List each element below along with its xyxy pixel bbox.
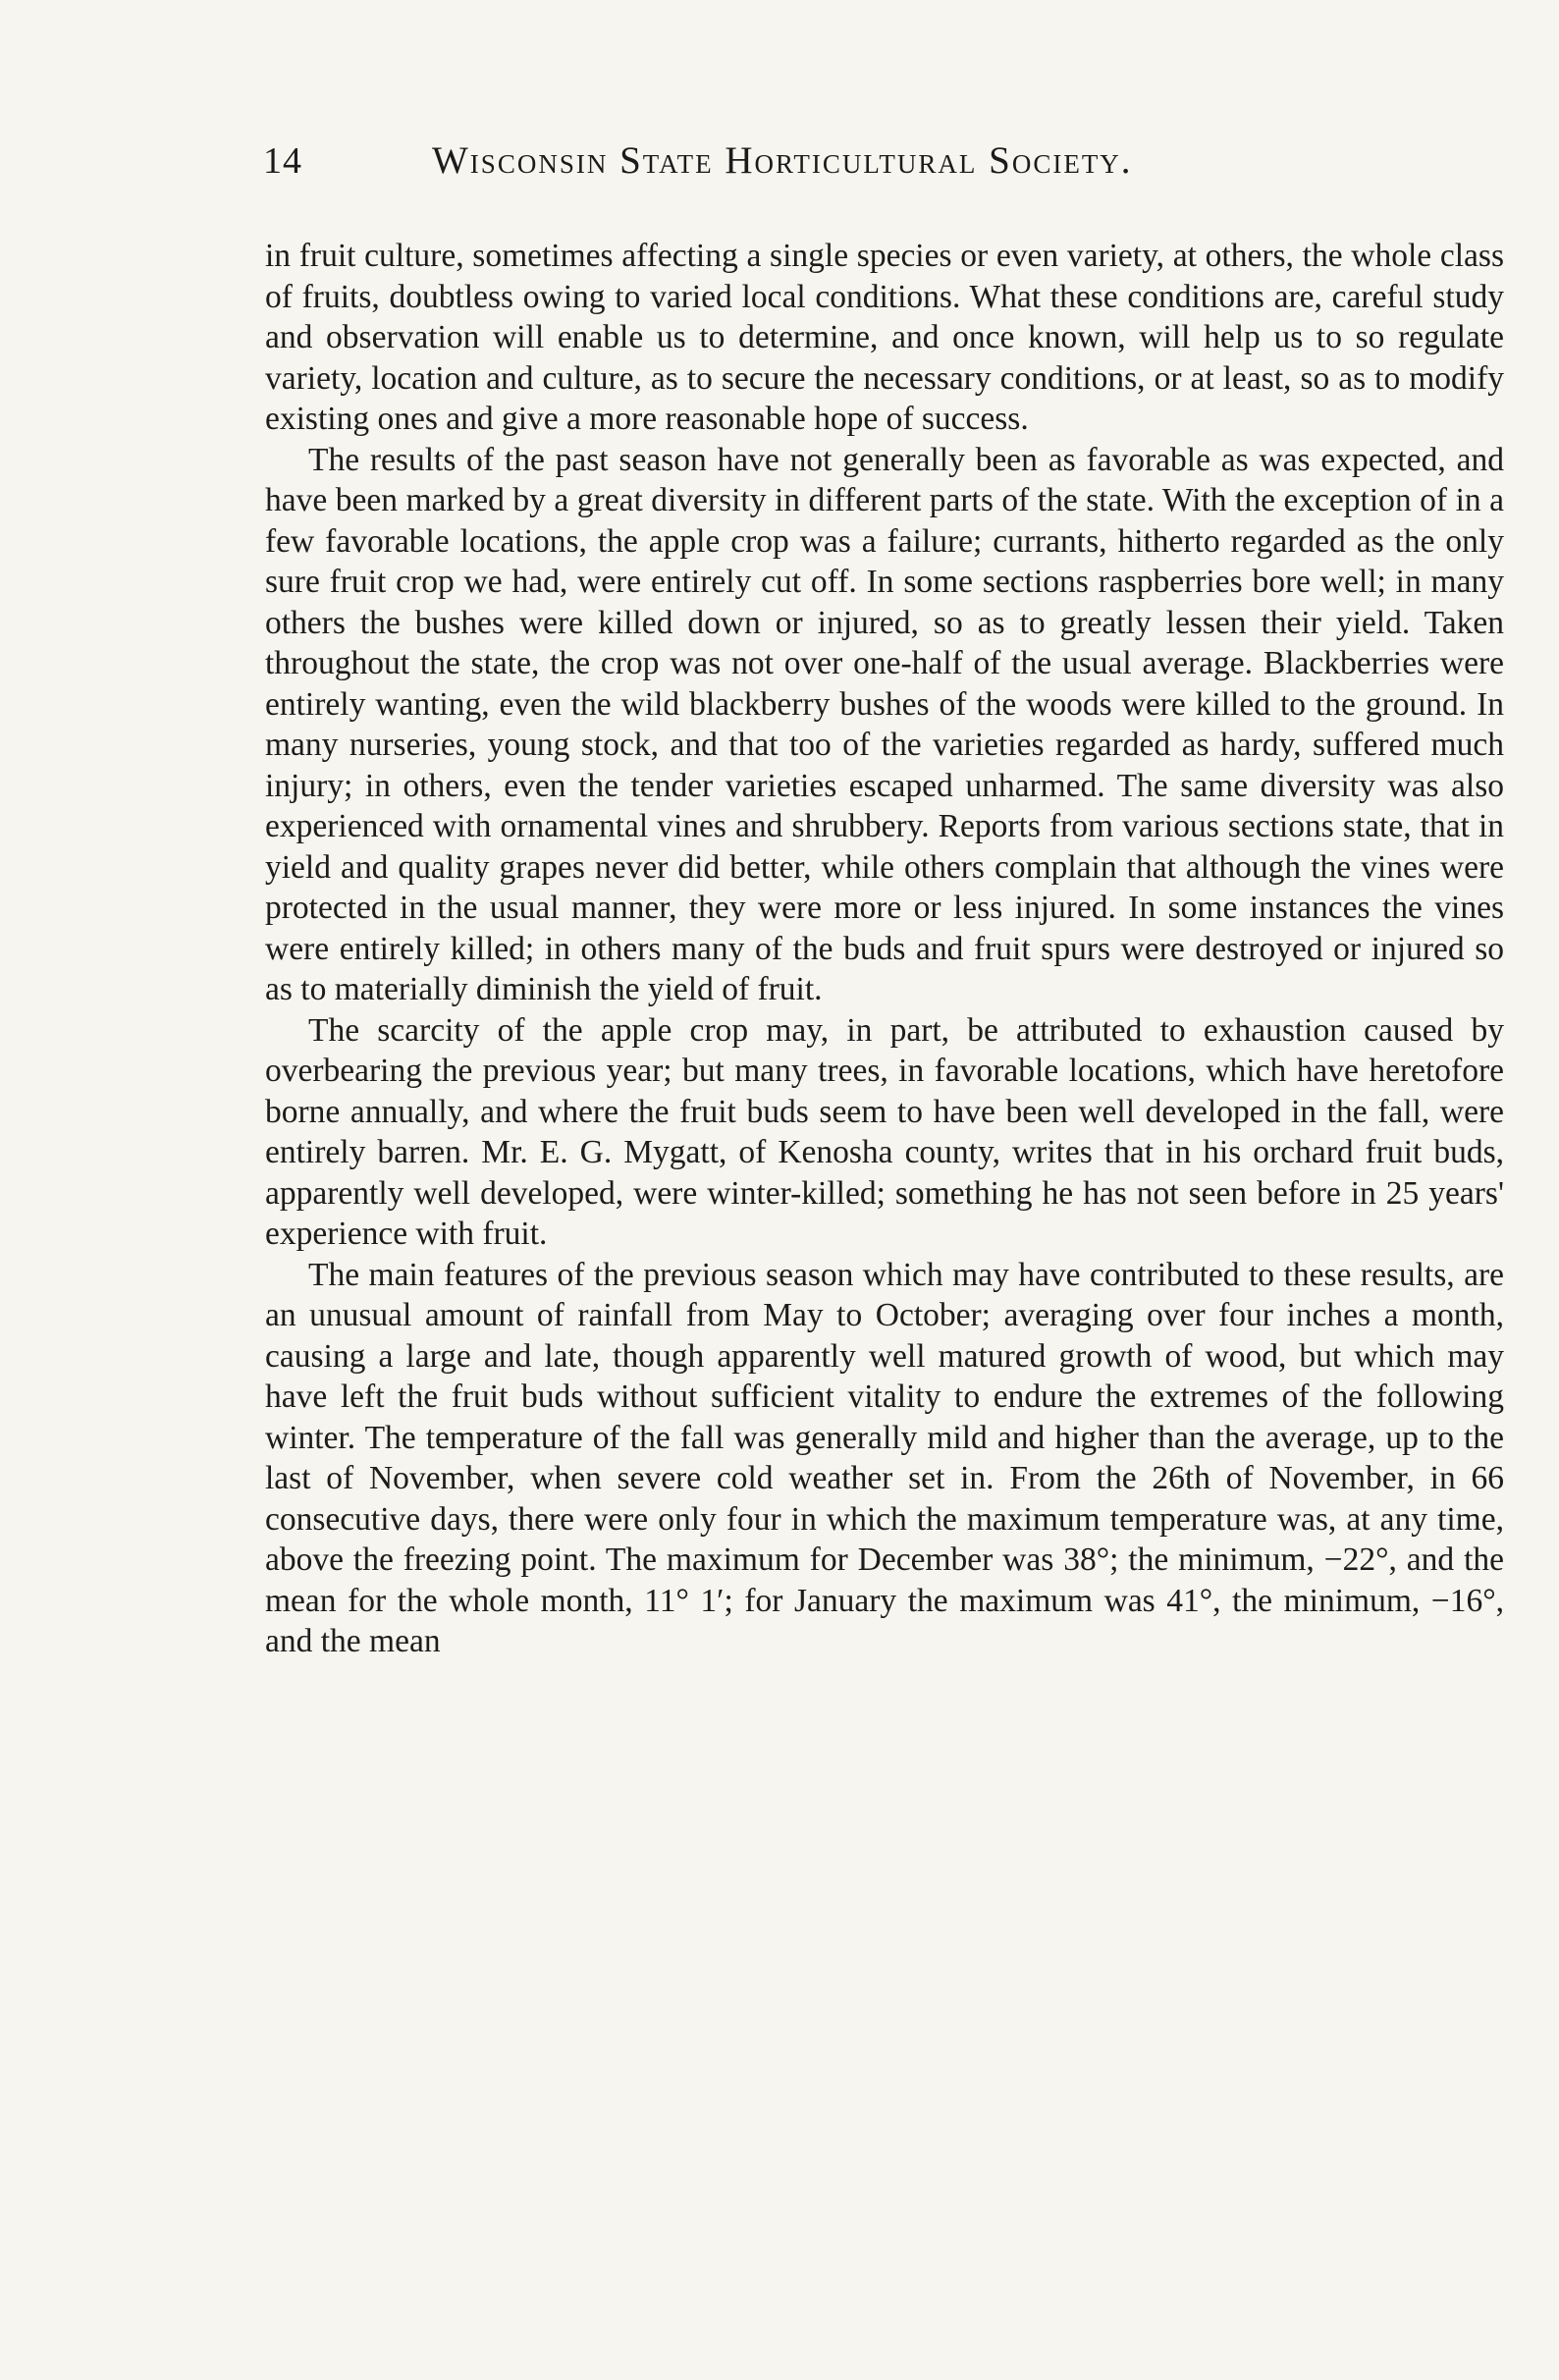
paragraph-apple-scarcity: The scarcity of the apple crop may, in part, be attributed to exhaustion caused by overbearing the previous year; but many trees, in favorable locations, which have heretofore borne annually, and where the fruit buds seem to have been well developed in the fall, were entirely barren. Mr. E. G. Mygatt, of Kenosha county, writes that in his orchard fruit buds, apparently well developed, were winter-killed; something he has not seen before in 25 years' experience with fruit. bbox=[265, 1011, 1504, 1252]
paragraph-season-features: The main features of the previous season which may have contributed to these results, are an unusual amount of rainfall from May to October; averaging over four inches a month, causing a large and late, though apparently well matured growth of wood, but which may have left the fruit buds without sufficient vitality to endure the extremes of the following winter. The temperature of the fall was generally mild and higher than the average, up to the last of November, when severe cold weather set in. From the 26th of November, in 66 consecutive days, there were only four in which the maximum temperature was, at any time, above the freezing point. The maximum for December was 38°; the minimum, −22°, and the mean for the whole month, 11° 1′; for January the maximum was 41°, the minimum, −16°, and the mean bbox=[265, 1256, 1504, 1659]
paragraph-past-season: The results of the past season have not generally been as favorable as was expected, and have been marked by a great diversity in different parts of the state. With the exception of in a few favorable locations, the apple crop was a failure; currants, hitherto regarded as the only sure fruit crop we had, were entirely cut off. In some sections raspberries bore well; in many others the bushes were killed down or injured, so as to greatly lessen their yield. Taken throughout the state, the crop was not over one-half of the usual average. Blackberries were entirely wanting, even the wild blackberry bushes of the woods were killed to the ground. In many nurseries, young stock, and that too of the varieties regarded as hardy, suffered much injury; in others, even the tender varieties escaped unharmed. The same diversity was also experienced with ornamental vines and shrubbery. Reports from various sections state, that in yield and quality grapes never did better, while others complain that although the vines were protected in the usual manner, they were more or less injured. In some instances the vines were entirely killed; in others many of the buds and fruit spurs were destroyed or injured so as to materially diminish the yield of fruit. bbox=[265, 441, 1504, 1007]
page-header bbox=[263, 132, 1333, 190]
page-number: 14 bbox=[263, 140, 302, 182]
running-head: Wisconsin State Horticultural Society. bbox=[432, 139, 1133, 182]
body-text bbox=[265, 236, 1504, 1662]
paragraph-continuation: in fruit culture, sometimes affecting a single species or even variety, at others, the whole class of fruits, doubtless owing to varied local conditions. What these conditions are, careful study and observation will enable us to determine, and once known, will help us to so regulate variety, location and culture, as to secure the necessary conditions, or at least, so as to modify existing ones and give a more reasonable hope of success. bbox=[265, 238, 1504, 437]
